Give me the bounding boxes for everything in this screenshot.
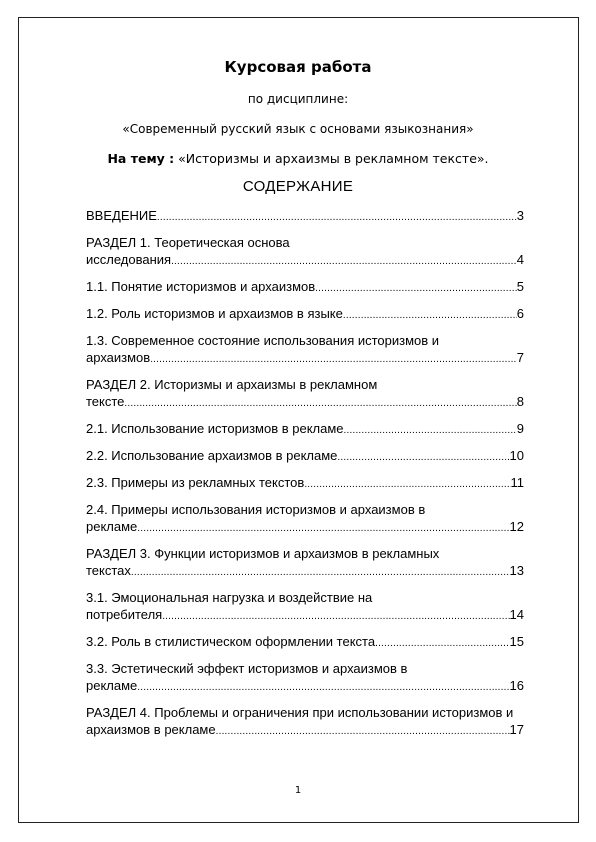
theme-text: «Историзмы и архаизмы в рекламном тексте». xyxy=(174,151,489,166)
discipline-label: по дисциплине: xyxy=(247,92,349,106)
toc-entry-text: 2.1. Использование историзмов в рекламе xyxy=(86,421,344,436)
toc-entry-text: ВВЕДЕНИЕ xyxy=(86,208,157,223)
toc-entry-heading: 3.3. Эстетический эффект историзмов и архаизмов в xyxy=(86,661,408,676)
toc-page-number: 16 xyxy=(509,678,524,693)
toc-entry-text: рекламе xyxy=(86,519,138,534)
toc-leader-dots xyxy=(131,562,510,581)
toc-entry-line xyxy=(86,606,524,625)
toc-entry-line xyxy=(86,251,524,270)
toc-entry-line xyxy=(86,349,524,368)
toc-page-number: 17 xyxy=(509,722,524,737)
toc-leader-dots xyxy=(157,207,517,226)
toc-entry-heading: РАЗДЕЛ 4. Проблемы и ограничения при использовании историзмов и xyxy=(86,705,514,720)
toc-entry[interactable] xyxy=(86,447,524,466)
toc-leader-dots xyxy=(344,420,517,439)
toc-page-number: 9 xyxy=(516,421,524,436)
toc-leader-dots xyxy=(124,393,516,412)
toc-entry[interactable] xyxy=(86,207,524,226)
toc-entry-heading: 1.3. Современное состояние использования историзмов и xyxy=(86,333,440,348)
toc-entry[interactable] xyxy=(86,278,524,297)
toc-entry[interactable] xyxy=(86,234,524,270)
toc-leader-dots xyxy=(171,251,517,270)
toc-entry[interactable] xyxy=(86,545,524,581)
toc-entry[interactable] xyxy=(86,589,524,625)
toc-entry-line xyxy=(86,518,524,537)
toc-page-number: 4 xyxy=(516,252,524,267)
toc-entry-heading: 3.1. Эмоциональная нагрузка и воздействие на xyxy=(86,590,373,605)
toc-entry-text: потребителя xyxy=(86,607,163,622)
page-number: 1 xyxy=(294,785,302,796)
toc-entry-line xyxy=(86,278,524,297)
toc-entry-line xyxy=(86,305,524,324)
toc-entry[interactable] xyxy=(86,633,524,652)
toc-entry-line xyxy=(86,633,524,652)
toc-entry-text: 3.2. Роль в стилистическом оформлении текста xyxy=(86,634,376,649)
theme-prefix: На тему : xyxy=(107,151,175,166)
toc-entry-line xyxy=(86,447,524,466)
toc-entry-heading: РАЗДЕЛ 3. Функции историзмов и архаизмов в рекламных xyxy=(86,546,440,561)
toc-entry-text: текстах xyxy=(86,563,131,578)
toc-leader-dots xyxy=(304,474,510,493)
toc-page-number: 15 xyxy=(509,634,524,649)
toc-page-number: 6 xyxy=(516,306,524,321)
document-title: Курсовая работа xyxy=(224,58,372,76)
toc-page-number: 10 xyxy=(509,448,524,463)
toc-entry-line xyxy=(86,474,524,493)
toc-entry-text: 2.2. Использование архаизмов в рекламе xyxy=(86,448,338,463)
toc-entry-text: тексте xyxy=(86,394,125,409)
toc-entry-text: рекламе xyxy=(86,678,138,693)
contents-heading: СОДЕРЖАНИЕ xyxy=(242,178,354,195)
course-name: «Современный русский язык с основами языкознания» xyxy=(122,122,474,136)
toc-leader-dots xyxy=(150,349,517,368)
toc-leader-dots xyxy=(162,606,509,625)
toc-entry[interactable] xyxy=(86,305,524,324)
toc-page-number: 5 xyxy=(516,279,524,294)
toc-entry-text: архаизмов в рекламе xyxy=(86,722,216,737)
toc-page-number: 11 xyxy=(510,475,524,490)
toc-entry[interactable] xyxy=(86,704,524,740)
toc-page-number: 12 xyxy=(509,519,524,534)
toc-entry-text: 1.2. Роль историзмов и архаизмов в языке xyxy=(86,306,343,321)
toc-entry-line xyxy=(86,393,524,412)
toc-leader-dots xyxy=(137,518,509,537)
toc-page-number: 7 xyxy=(516,350,524,365)
toc-entry-text: 2.3. Примеры из рекламных текстов xyxy=(86,475,305,490)
toc-entry-line xyxy=(86,420,524,439)
toc-leader-dots xyxy=(337,447,509,466)
toc-page-number: 8 xyxy=(516,394,524,409)
toc-entry-heading: 2.4. Примеры использования историзмов и архаизмов в xyxy=(86,502,426,517)
toc-entry[interactable] xyxy=(86,376,524,412)
toc-entry-line xyxy=(86,721,524,740)
toc-entry[interactable] xyxy=(86,501,524,537)
toc-entry[interactable] xyxy=(86,474,524,493)
toc-leader-dots xyxy=(216,721,510,740)
toc-entry-line xyxy=(86,562,524,581)
toc-entry-text: 1.1. Понятие историзмов и архаизмов xyxy=(86,279,316,294)
toc-page-number: 13 xyxy=(509,563,524,578)
toc-page-number: 3 xyxy=(516,208,524,223)
toc-entry-line xyxy=(86,677,524,696)
theme-line xyxy=(0,151,596,166)
toc-entry-heading: РАЗДЕЛ 1. Теоретическая основа xyxy=(86,235,290,250)
toc-entry[interactable] xyxy=(86,420,524,439)
toc-entry[interactable] xyxy=(86,660,524,696)
toc-leader-dots xyxy=(315,278,517,297)
toc-leader-dots xyxy=(137,677,509,696)
toc-entry-heading: РАЗДЕЛ 2. Историзмы и архаизмы в рекламном xyxy=(86,377,378,392)
toc-leader-dots xyxy=(343,305,517,324)
toc-entry-text: архаизмов xyxy=(86,350,151,365)
toc-entry-line xyxy=(86,207,524,226)
toc-entry[interactable] xyxy=(86,332,524,368)
toc-entry-text: исследования xyxy=(86,252,172,267)
toc-page-number: 14 xyxy=(509,607,524,622)
toc-leader-dots xyxy=(375,633,509,652)
table-of-contents xyxy=(86,207,524,748)
